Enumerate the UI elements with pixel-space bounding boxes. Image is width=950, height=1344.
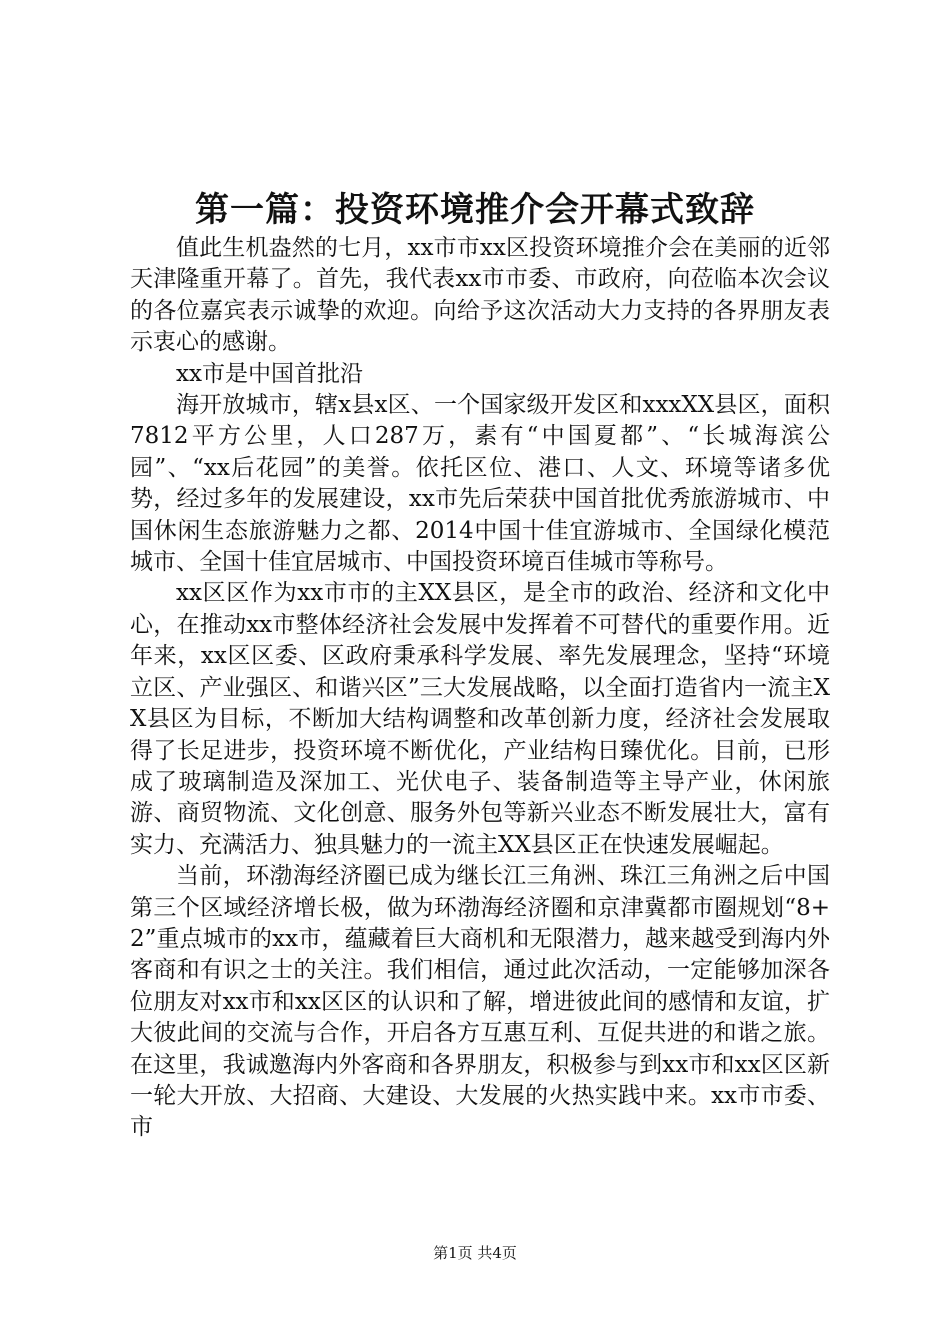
paragraph-welcome: 值此生机盎然的七月，xx市市xx区投资环境推介会在美丽的近邻天津隆重开幕了。首先，我代表xx市市委、市政府，向莅临本次会议的各位嘉宾表示诚挚的欢迎。向给予这次活动大力支持的各界朋友表示衷心的感谢。 [130, 235, 830, 356]
document-body [130, 233, 830, 1144]
page-number-footer: 第1页 共4页 [433, 1244, 517, 1262]
paragraph-city-intro-fragment: xx市是中国首批沿 [176, 360, 363, 387]
paragraph-district: xx区区作为xx市市的主XX县区，是全市的政治、经济和文化中心，在推动xx市整体经济社会发展中发挥着不可替代的重要作用。近年来，xx区区委、区政府秉承科学发展、率先发展理念，坚持“环境立区、产业强区、和谐兴区”三大发展战略，以全面打造省内一流主XX县区为目标，不断加大结构调整和改革创新力度，经济社会发展取得了长足进步，投资环境不断优化，产业结构日臻优化。目前，已形成了玻璃制造及深加工、光伏电子、装备制造等主导产业，休闲旅游、商贸物流、文化创意、服务外包等新兴业态不断发展壮大，富有实力、充满活力、独具魅力的一流主XX县区正在快速发展崛起。 [130, 580, 830, 858]
paragraph-outlook: 当前，环渤海经济圈已成为继长江三角洲、珠江三角洲之后中国第三个区域经济增长极，做为环渤海经济圈和京津冀都市圈规划“8+2”重点城市的xx市，蕴藏着巨大商机和无限潜力，越来越受到海内外客商和有识之士的关注。我们相信，通过此次活动，一定能够加深各位朋友对xx市和xx区区的认识和了解，增进彼此间的感情和友谊，扩大彼此间的交流与合作，开启各方互惠互利、互促共进的和谐之旅。在这里，我诚邀海内外客商和各界朋友，积极参与到xx市和xx区区新一轮大开放、大招商、大建设、大发展的火热实践中来。xx市市委、市 [130, 863, 830, 1141]
document-title: 第一篇：投资环境推介会开幕式致辞 [195, 190, 755, 230]
paragraph-city-intro: 海开放城市，辖x县x区、一个国家级开发区和xxxXX县区，面积7812平方公里，人口287万，素有“中国夏都”、“长城海滨公园”、“xx后花园”的美誉。依托区位、港口、人文、环境等诸多优势，经过多年的发展建设，xx市先后荣获中国首批优秀旅游城市、中国休闲生态旅游魅力之都、2014中国十佳宜游城市、全国绿化模范城市、全国十佳宜居城市、中国投资环境百佳城市等称号。 [130, 392, 830, 576]
